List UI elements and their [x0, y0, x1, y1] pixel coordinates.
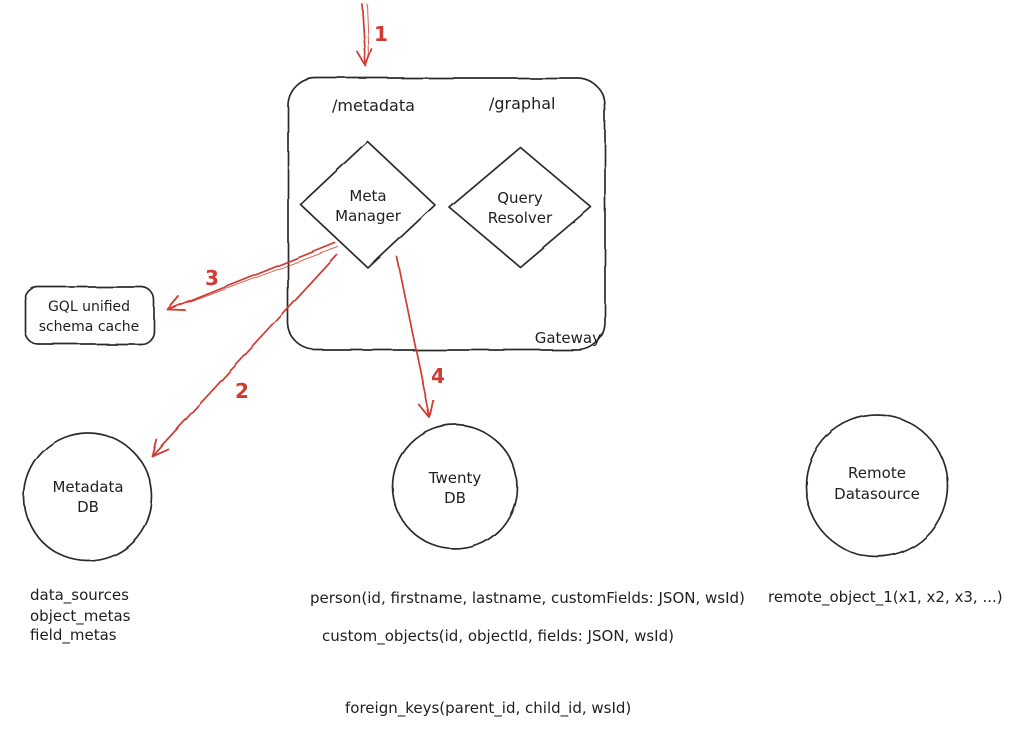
arrow-1-request-stroke2	[367, 4, 369, 56]
metadata-db-table-data-sources: data_sources	[30, 586, 129, 604]
metadata-db-table-object-metas: object_metas	[30, 607, 131, 625]
metadata-db-label-line2: DB	[77, 498, 99, 516]
route-graphql-label: /graphal	[489, 94, 556, 113]
remote-datasource-label-line2: Datasource	[834, 485, 920, 503]
arrow-4-to-twenty-db	[397, 257, 430, 418]
arrow-1-number: 1	[374, 22, 388, 46]
arrow-2-number: 2	[235, 379, 249, 403]
meta-manager-label-line2: Manager	[335, 207, 401, 225]
arrow-3-to-schema-cache	[168, 243, 335, 310]
metadata-db-label-line1: Metadata	[52, 478, 124, 496]
twenty-db-label-line2: DB	[444, 489, 466, 507]
query-resolver-label-line1: Query	[497, 189, 543, 207]
schema-cache-label-line2: schema cache	[38, 319, 140, 335]
twenty-db-table-foreign-keys: foreign_keys(parent_id, child_id, wsId)	[345, 699, 632, 717]
meta-manager-label-line1: Meta	[349, 187, 387, 205]
query-resolver-label-line2: Resolver	[487, 209, 553, 227]
arrow-3-number: 3	[205, 266, 219, 290]
arrow-2-to-metadata-db	[152, 255, 337, 456]
twenty-db-label-line1: Twenty	[428, 469, 482, 487]
remote-datasource-table-remote-object: remote_object_1(x1, x2, x3, ...)	[768, 588, 1003, 606]
schema-cache-box	[25, 287, 154, 344]
route-metadata-label: /metadata	[332, 96, 415, 115]
metadata-db-table-field-metas: field_metas	[30, 626, 117, 644]
gateway-label: Gateway	[534, 329, 601, 347]
query-resolver-diamond	[449, 147, 591, 267]
arrow-1-request	[362, 4, 366, 66]
remote-datasource-label-line1: Remote	[848, 464, 906, 482]
schema-cache-label-line1: GQL unified	[47, 299, 131, 315]
arrow-4-number: 4	[431, 364, 445, 388]
metadata-db-circle	[24, 433, 152, 561]
twenty-db-circle	[393, 425, 517, 549]
twenty-db-table-custom-objects: custom_objects(id, objectId, fields: JSON, wsId)	[322, 627, 674, 645]
twenty-db-table-person: person(id, firstname, lastname, customFields: JSON, wsId)	[310, 589, 745, 607]
